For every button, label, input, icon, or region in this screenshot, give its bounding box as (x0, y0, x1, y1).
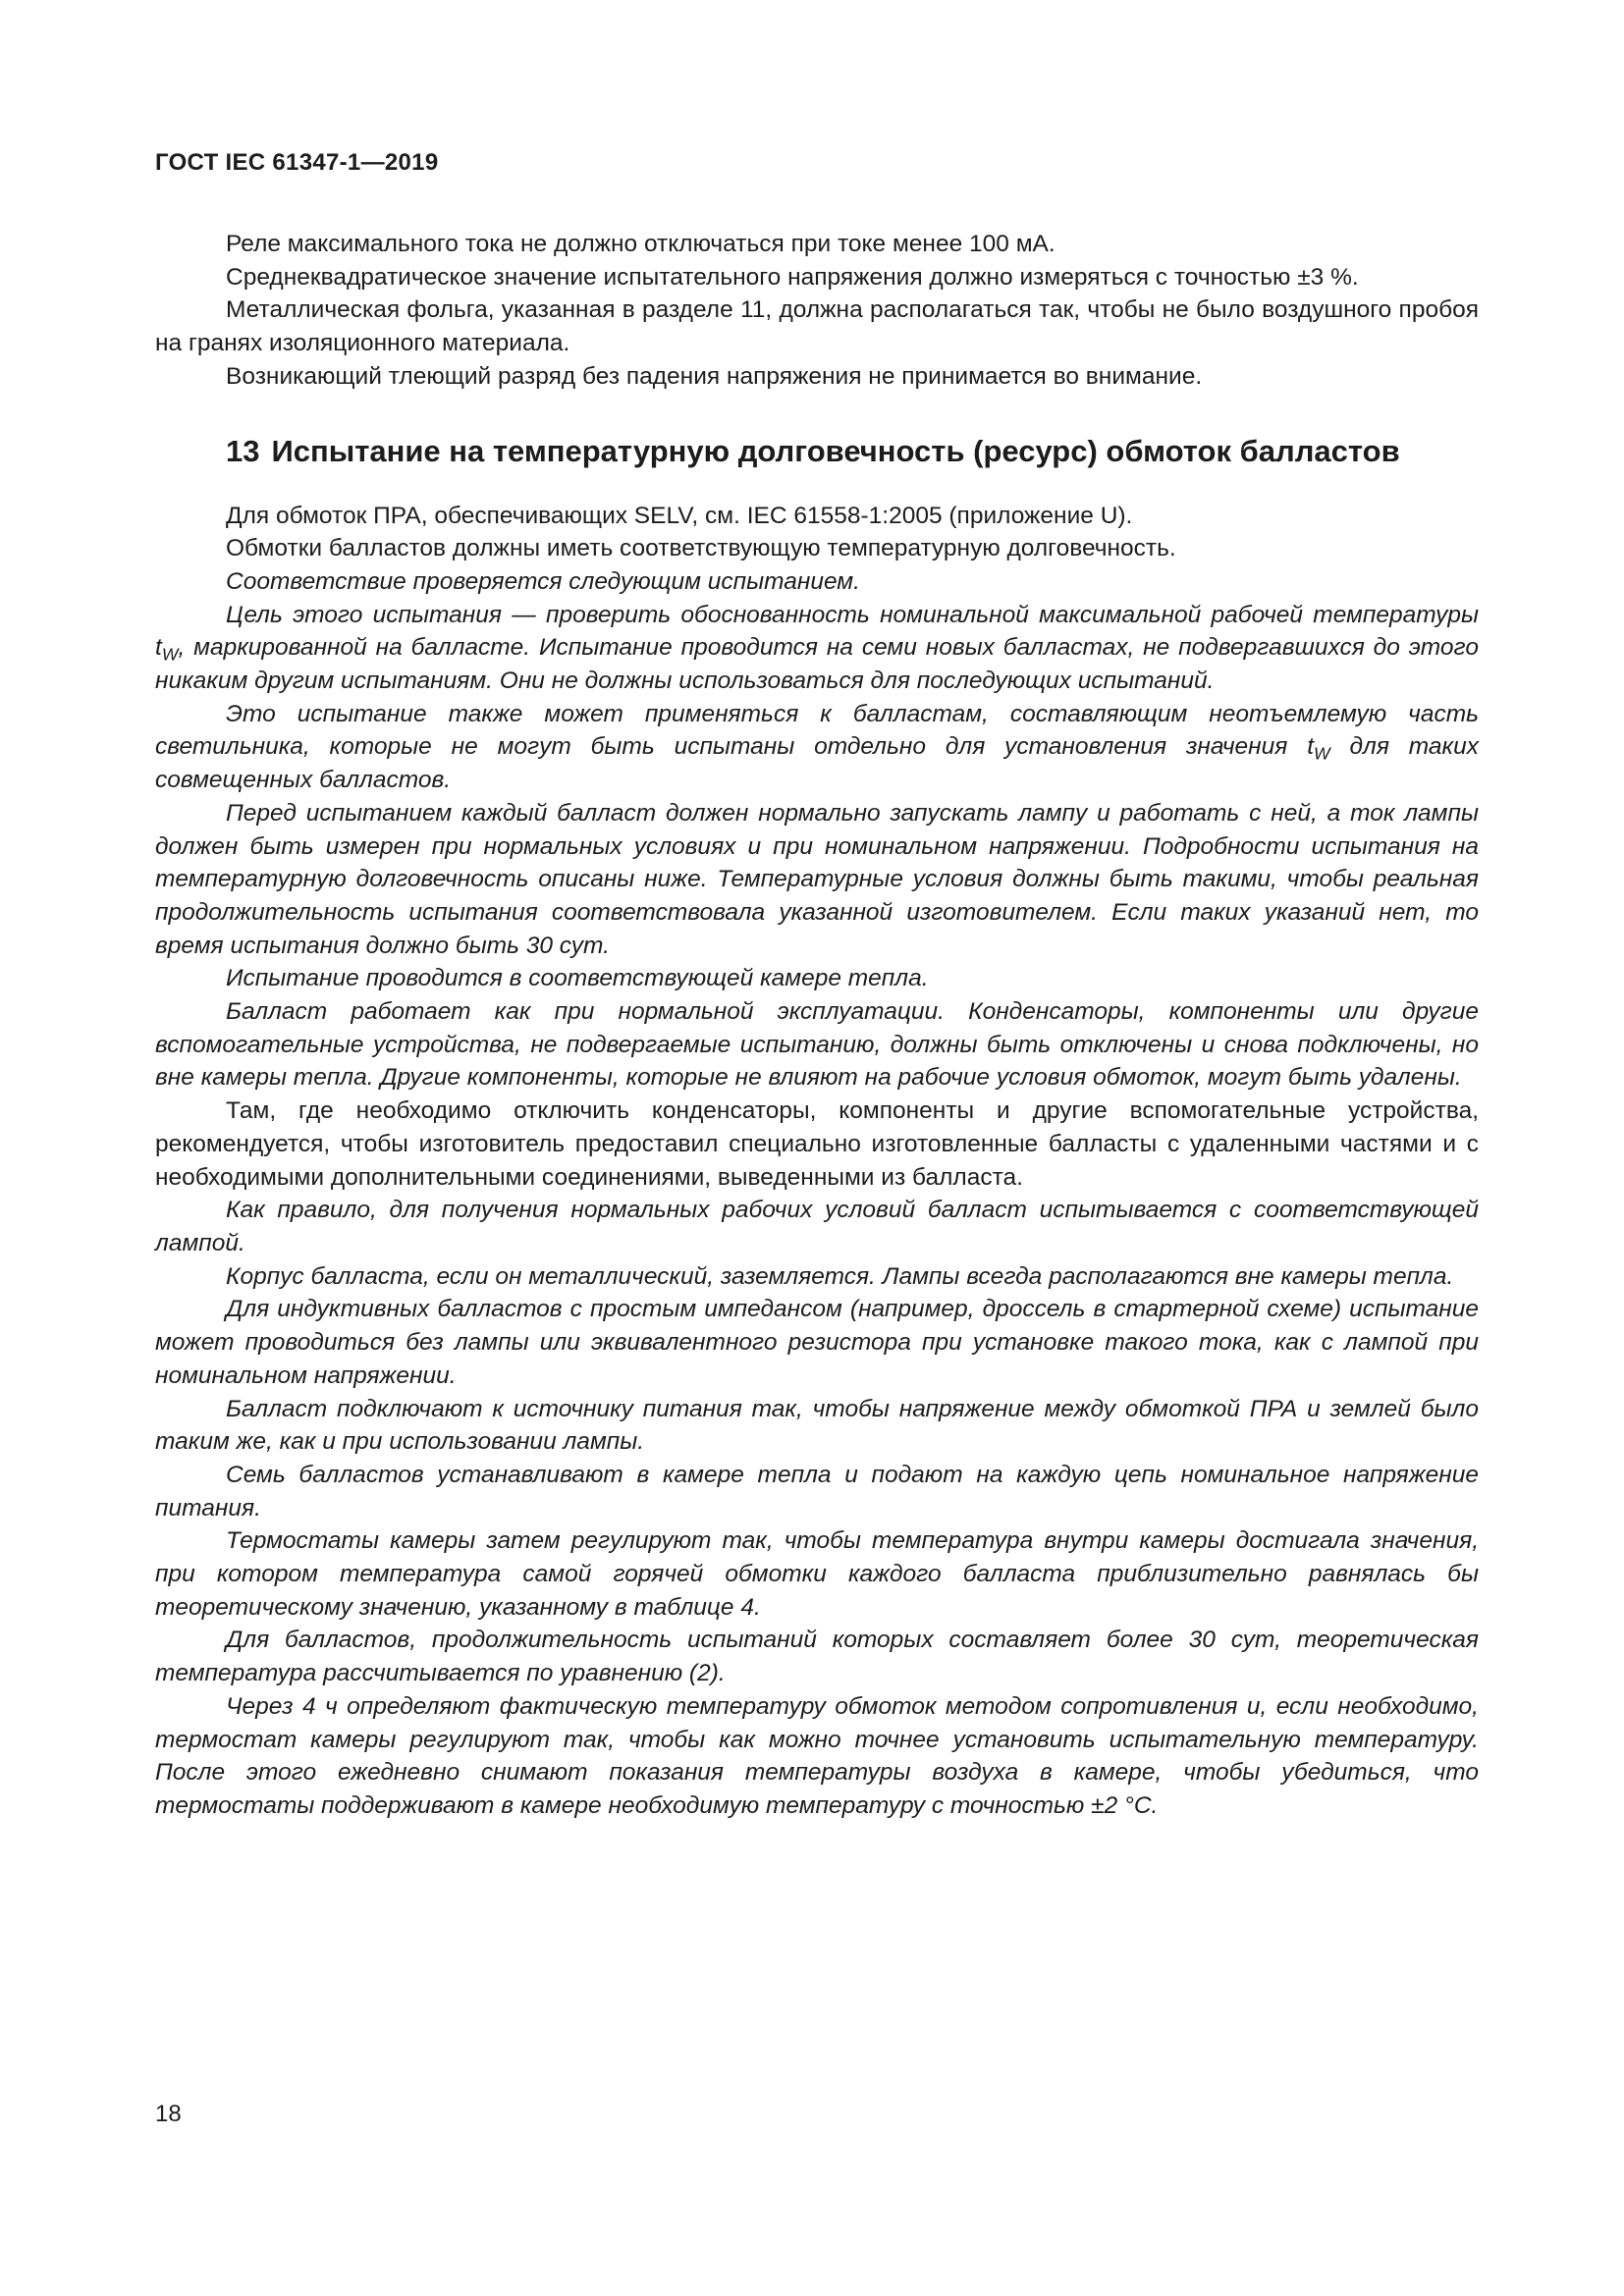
page-content (155, 228, 1479, 1823)
paragraph: Соответствие проверяется следующим испытанием. (226, 567, 860, 595)
paragraph: Балласт работает как при нормальной эксплуатации. Конденсаторы, компоненты или другие вспомогательные устройства, не подвергаемые испытанию, должны быть отключены и снова подключены, но вне камеры тепла. Другие компоненты, которые не влияют на рабочие условия обмоток, могут быть удалены. (155, 998, 1479, 1092)
paragraph: Там, где необходимо отключить конденсаторы, компоненты и другие вспомогательные устройства, рекомендуется, чтобы изготовитель предоставил специально изготовленные балласты с удаленными частями и с необходимыми дополнительными соединениями, выведенными из балласта. (155, 1097, 1479, 1191)
paragraph-text: , маркированной на балласте. Испытание проводится на семи новых балластах, не подвергавшихся до этого никаким другим испытаниям. Они не должны использоваться для последующих испытаний. (155, 634, 1479, 695)
section-heading (226, 433, 1479, 470)
page-header: ГОСТ IEC 61347-1—2019 (155, 149, 439, 176)
paragraph: Как правило, для получения нормальных рабочих условий балласт испытывается с соответствующей лампой. (155, 1197, 1479, 1256)
paragraph: Для индуктивных балластов с простым импедансом (например, дроссель в стартерной схеме) испытание может проводиться без лампы или эквивалентного резистора при установке такого тока, как с лампой при номинальном напряжении. (155, 1296, 1479, 1389)
paragraph: Перед испытанием каждый балласт должен нормально запускать лампу и работать с ней, а ток лампы должен быть измерен при нормальных условиях и при номинальном напряжении. Подробности испытания на температурную долговечность описаны ниже. Температурные условия должны быть такими, чтобы реальная продолжительность испытания соответствовала указанной изготовителем. Если таких указаний нет, то время испытания должно быть 30 сут. (155, 799, 1479, 959)
paragraph: Возникающий тлеющий разряд без падения напряжения не принимается во внимание. (226, 362, 1203, 390)
section-title: Испытание на температурную долговечность (ресурс) обмоток балластов (271, 433, 1400, 468)
paragraph: Для балластов, продолжительность испытаний которых составляет более 30 сут, теоретическая температура рассчитывается по уравнению (2). (155, 1627, 1479, 1687)
paragraph: Среднеквадратическое значение испытательного напряжения должно измеряться с точностью ±3 %. (226, 263, 1359, 291)
paragraph (155, 698, 1479, 797)
paragraph: Термостаты камеры затем регулируют так, чтобы температура внутри камеры достигала значения, при котором температура самой горячей обмотки каждого балласта приблизительно равнялась бы теоретическому значению, указанному в таблице 4. (155, 1527, 1479, 1621)
section-number: 13 (226, 433, 260, 468)
paragraph: Через 4 ч определяют фактическую температуру обмоток методом сопротивления и, если необходимо, термостат камеры регулируют так, чтобы как можно точнее установить испытательную температуру. После этого ежедневно снимают показания температуры воздуха в камере, чтобы убедиться, что термостаты поддерживают в камере необходимую температуру с точностью ±2 °С. (155, 1692, 1479, 1819)
paragraph: Обмотки балластов должны иметь соответствующую температурную долговечность. (226, 535, 1176, 562)
subscript: W (1314, 743, 1330, 764)
paragraph-text: для таких совмещенных балластов. (155, 733, 1479, 794)
paragraph-text: Это испытание также может применяться к балластам, составляющим неотъемлемую часть светильника, которые не могут быть испытаны отдельно для установления значения t (155, 700, 1479, 761)
paragraph: Испытание проводится в соответствующей камере тепла. (226, 965, 929, 992)
paragraph: Для обмоток ПРА, обеспечивающих SELV, см. IEC 61558-1:2005 (приложение U). (226, 502, 1133, 529)
paragraph: Реле максимального тока не должно отключаться при токе менее 100 мА. (226, 231, 1056, 257)
paragraph: Металлическая фольга, указанная в разделе 11, должна располагаться так, чтобы не было воздушного пробоя на гранях изоляционного материала. (155, 296, 1479, 357)
paragraph: Балласт подключают к источнику питания так, чтобы напряжение между обмоткой ПРА и землей было таким же, как и при использовании лампы. (155, 1395, 1479, 1456)
paragraph: Корпус балласта, если он металлический, заземляется. Лампы всегда располагаются вне камеры тепла. (226, 1262, 1454, 1290)
paragraph (155, 599, 1479, 698)
page-number: 18 (155, 2101, 182, 2127)
paragraph: Семь балластов устанавливают в камере тепла и подают на каждую цепь номинальное напряжение питания. (155, 1461, 1479, 1522)
subscript: W (161, 644, 179, 665)
paragraph-text: Цель этого испытания — проверить обоснованность номинальной максимальной рабочей температуры t (155, 601, 1479, 662)
